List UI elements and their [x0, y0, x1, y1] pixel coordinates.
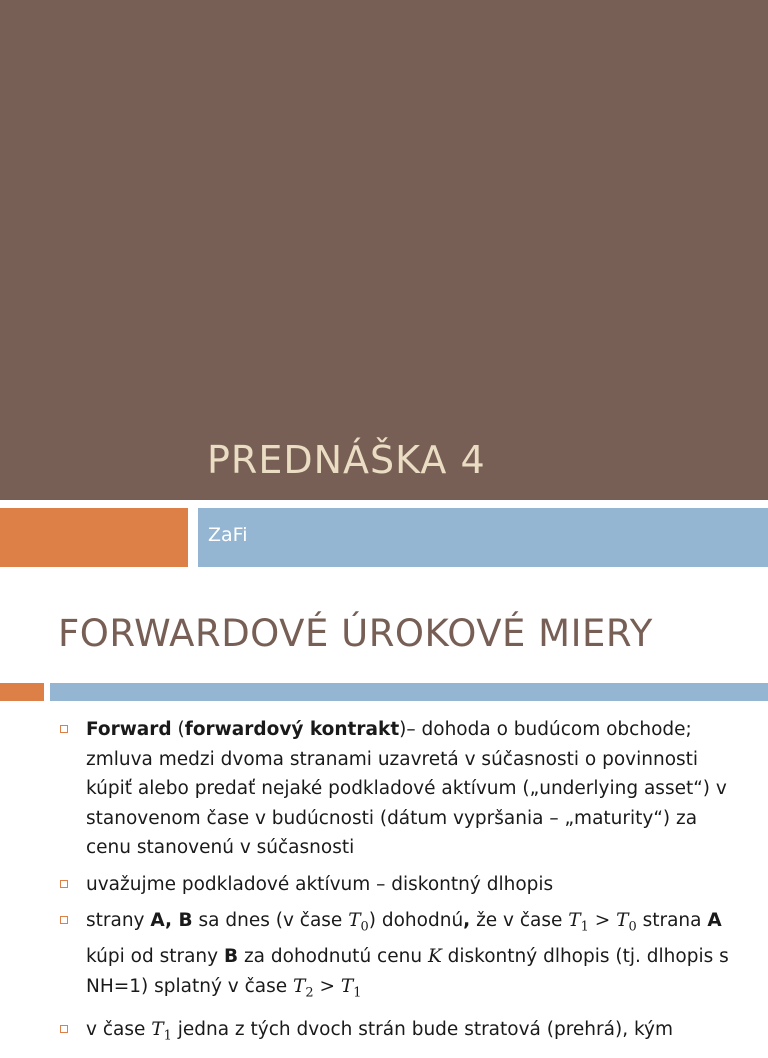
bullet-text: )– dohoda o budúcom obchode; zmluva medzi dvoma stranami uzavretá v súčasnosti o povinnosti kúpiť alebo predať nejaké podkladové aktívum („underlying asset“) v stanovenom čase v budúcnosti (dátum vypršania – „maturity“) za cenu stanovenú v súčasnosti: [86, 719, 727, 858]
bullet-text: jedna z tých dvoch strán bude stratová (prehrá), kým: [171, 1018, 673, 1040]
bullet-text: za dohodnutú cenu: [238, 946, 428, 968]
bullet-item: [58, 906, 738, 1008]
section-heading: FORWARDOVÉ ÚROKOVÉ MIERY: [58, 612, 653, 655]
paren-open: (: [171, 719, 185, 740]
math-t1: $T_1$: [151, 1018, 172, 1044]
bullet-text: sa dnes (v čase: [192, 910, 349, 931]
bullet-text: v čase: [86, 1018, 152, 1040]
bullet-square-icon: [60, 916, 68, 924]
slide-title: PREDNÁŠKA 4: [207, 438, 486, 482]
math-gt: >: [588, 910, 617, 931]
bullet-square-icon: [60, 725, 68, 733]
slide-subtitle: ZaFi: [208, 524, 248, 546]
party-a: A: [707, 910, 722, 931]
bullet-item: [58, 1015, 738, 1051]
bullet-square-icon: [60, 880, 68, 888]
bullet-square-icon: [60, 1025, 68, 1033]
bullet-text: strana: [636, 910, 708, 931]
bullet-text: diskontný dlhopis (tj. dlhopis s NH=1) splatný v čase: [86, 946, 729, 997]
accent-bar-blue: [198, 508, 768, 567]
title-block: [0, 0, 768, 500]
term-forward-contract: forwardový kontrakt: [184, 719, 400, 740]
party-b: B: [223, 946, 239, 968]
bullet-text: kúpi od strany: [86, 946, 224, 968]
party-ab: A, B: [150, 910, 193, 931]
bullet-item: [58, 715, 738, 863]
term-forward: Forward: [86, 719, 172, 740]
bullet-item: [58, 870, 738, 900]
bullet-text: strany: [86, 910, 151, 931]
divider-bar-orange: [0, 683, 44, 701]
math-k: K: [427, 946, 442, 968]
math-t1: $T_1$: [340, 975, 362, 1001]
bullet-list: [58, 715, 738, 1058]
divider-bar-blue: [50, 683, 768, 701]
bullet-text: uvažujme podkladové aktívum – diskontný dlhopis: [86, 873, 554, 895]
math-t0: $T_0$: [348, 910, 369, 935]
bullet-text: ) dohodnú: [368, 910, 464, 931]
comma: ,: [463, 910, 471, 931]
math-t1: $T_1$: [568, 910, 589, 935]
math-t2: $T_2$: [293, 975, 314, 1001]
bullet-text: že v čase: [470, 910, 569, 931]
math-t0: $T_0$: [616, 910, 637, 935]
accent-bar-orange: [0, 508, 188, 567]
math-gt: >: [313, 975, 341, 997]
